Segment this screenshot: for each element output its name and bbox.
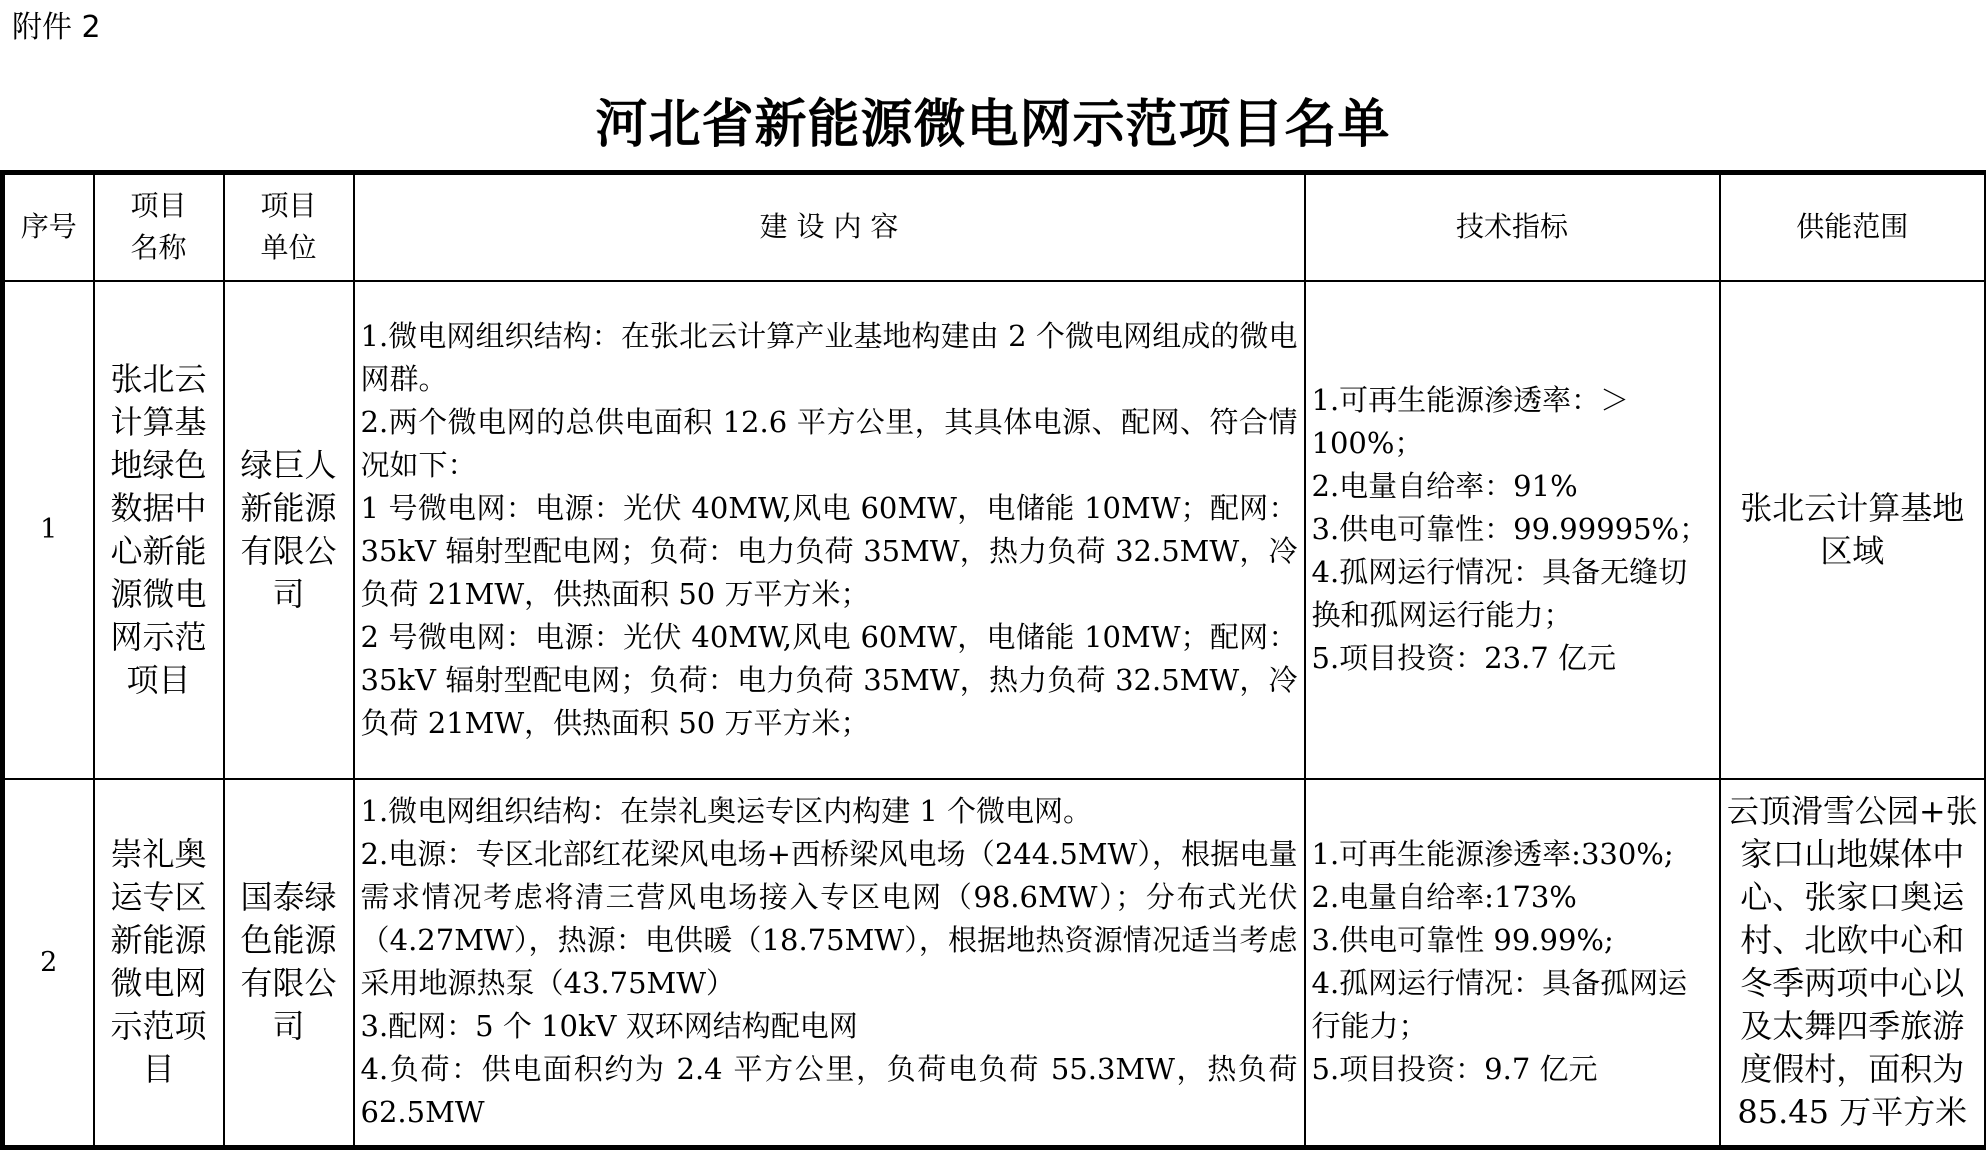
tech-item: 3.供电可靠性 99.99%; (1312, 919, 1713, 962)
content-item: 1 号微电网：电源：光伏 40MW,风电 60MW，电储能 10MW；配网：35kV 辐射型配电网；负荷：电力负荷 35MW，热力负荷 32.5MW，冷负荷 21MW，供热面积 50 万平方米； (361, 487, 1298, 616)
row-seq: 1 (3, 281, 94, 779)
header-unit (224, 173, 354, 281)
row-content (354, 779, 1305, 1148)
table-row (3, 281, 1986, 779)
row-content (354, 281, 1305, 779)
header-scope: 供能范围 (1720, 173, 1986, 281)
content-item: 2 号微电网：电源：光伏 40MW,风电 60MW，电储能 10MW；配网：35kV 辐射型配电网；负荷：电力负荷 35MW，热力负荷 32.5MW，冷负荷 21MW，供热面积 50 万平方米； (361, 616, 1298, 745)
tech-item: 2.电量自给率:173% (1312, 876, 1713, 919)
project-table (0, 170, 1986, 1150)
content-item: 1.微电网组织结构：在张北云计算产业基地构建由 2 个微电网组成的微电网群。 (361, 315, 1298, 401)
header-unit-line2: 单位 (225, 227, 353, 269)
header-name-line2: 名称 (95, 227, 223, 269)
header-tech: 技术指标 (1305, 173, 1720, 281)
tech-item: 5.项目投资：9.7 亿元 (1312, 1048, 1713, 1091)
content-item: 3.配网：5 个 10kV 双环网结构配电网 (361, 1005, 1298, 1048)
row-tech (1305, 281, 1720, 779)
tech-item: 1.可再生能源渗透率：＞100%； (1312, 379, 1713, 465)
table-row (3, 779, 1986, 1148)
page-title: 河北省新能源微电网示范项目名单 (0, 82, 1986, 157)
header-name-line1: 项目 (95, 185, 223, 227)
tech-item: 1.可再生能源渗透率:330%; (1312, 833, 1713, 876)
row-project-name: 崇礼奥运专区新能源微电网示范项目 (94, 779, 224, 1148)
content-item: 4.负荷：供电面积约为 2.4 平方公里，负荷电负荷 55.3MW，热负荷 62.5MW (361, 1048, 1298, 1134)
row-tech (1305, 779, 1720, 1148)
content-item: 2.两个微电网的总供电面积 12.6 平方公里，其具体电源、配网、符合情况如下： (361, 401, 1298, 487)
row-project-name: 张北云计算基地绿色数据中心新能源微电网示范项目 (94, 281, 224, 779)
content-item: 2.电源：专区北部红花梁风电场+西桥梁风电场（244.5MW），根据电量需求情况考虑将清三营风电场接入专区电网（98.6MW）；分布式光伏（4.27MW），热源：电供暖（18.75MW），根据地热资源情况适当考虑采用地源热泵（43.75MW） (361, 833, 1298, 1005)
row-scope: 云顶滑雪公园+张家口山地媒体中心、张家口奥运村、北欧中心和冬季两项中心以及太舞四季旅游度假村，面积为 85.45 万平方米 (1720, 779, 1986, 1148)
attachment-label: 附件 2 (12, 2, 101, 46)
header-content: 建 设 内 容 (354, 173, 1305, 281)
tech-item: 3.供电可靠性：99.99995%； (1312, 508, 1713, 551)
row-seq: 2 (3, 779, 94, 1148)
header-unit-line1: 项目 (225, 185, 353, 227)
content-item: 1.微电网组织结构：在崇礼奥运专区内构建 1 个微电网。 (361, 790, 1298, 833)
header-seq: 序号 (3, 173, 94, 281)
tech-item: 4.孤网运行情况：具备孤网运行能力； (1312, 962, 1713, 1048)
tech-item: 4.孤网运行情况：具备无缝切换和孤网运行能力； (1312, 551, 1713, 637)
tech-item: 5.项目投资：23.7 亿元 (1312, 637, 1713, 680)
row-scope: 张北云计算基地区域 (1720, 281, 1986, 779)
row-project-unit: 绿巨人新能源有限公司 (224, 281, 354, 779)
row-project-unit: 国泰绿色能源有限公司 (224, 779, 354, 1148)
tech-item: 2.电量自给率：91% (1312, 465, 1713, 508)
header-name (94, 173, 224, 281)
table-header-row (3, 173, 1986, 281)
